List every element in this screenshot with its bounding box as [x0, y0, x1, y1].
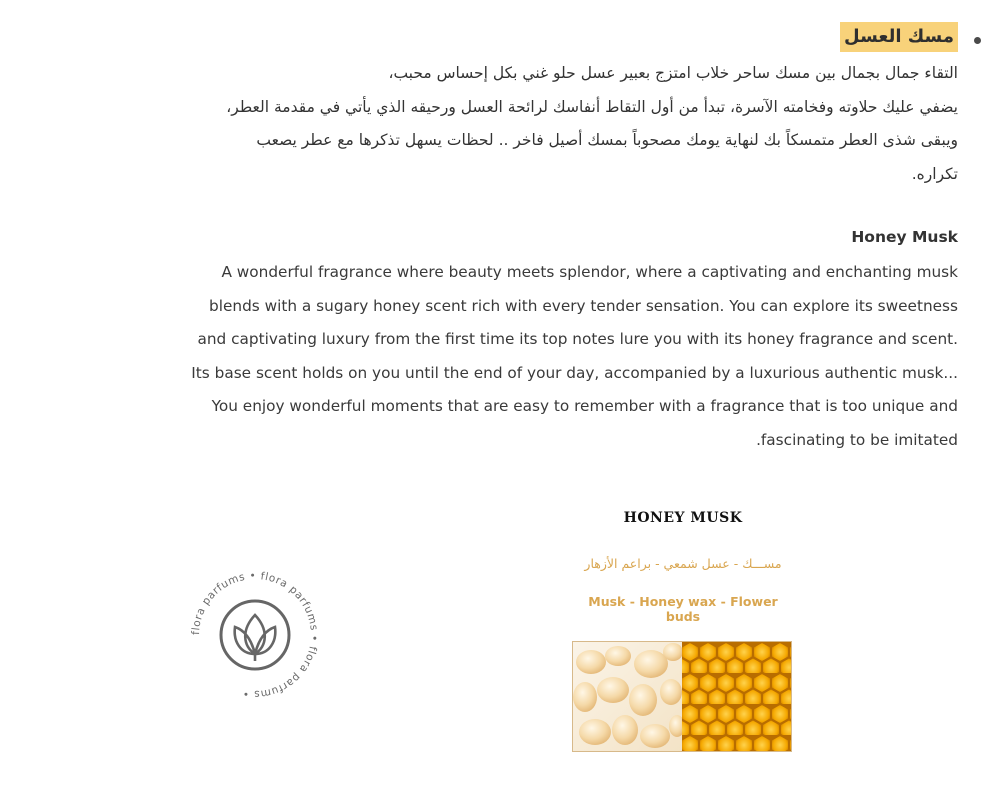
flower-bud-logo-icon	[221, 601, 289, 669]
list-bullet	[974, 37, 981, 44]
seal-ring-text: flora parfums • flora parfums • flora parfums •	[189, 569, 321, 701]
musk-crystals-and-honeycomb-image	[572, 641, 792, 752]
english-line: and captivating luxury from the first time its top notes lure you with its honey fragrance and scent.	[197, 330, 958, 348]
english-line: blends with a sugary honey scent rich with every tender sensation. You can explore its sweetness	[209, 296, 958, 315]
arabic-line: تكراره.	[911, 164, 958, 183]
flora-parfums-seal	[180, 560, 330, 710]
product-notes-arabic: مســـك - عسل شمعي - براعم الأزهار	[584, 556, 782, 571]
english-line: .fascinating to be imitated	[756, 430, 958, 449]
arabic-title: مسك العسل	[840, 22, 958, 52]
arabic-line: يضفي عليك حلاوته وفخامته الآسرة، تبدأ من أول التقاط أنفاسك لرائحة العسل ورحيقه الذي يأتي في مقدمة العطر،	[226, 97, 958, 116]
product-name: HONEY MUSK	[623, 510, 743, 526]
arabic-line: التقاء جمال بجمال بين مسك ساحر خلاب امتزج بعبير عسل حلو غني بكل إحساس محبب،	[388, 64, 958, 82]
english-line: Its base scent holds on you until the end of your day, accompanied by a luxurious authentic musk...	[191, 363, 958, 382]
arabic-description	[118, 57, 958, 191]
english-title: Honey Musk	[851, 228, 958, 246]
english-line: You enjoy wonderful moments that are easy to remember with a fragrance that is too unique and	[211, 397, 958, 415]
english-description	[98, 256, 958, 457]
svg-text:flora parfums • flora parfums	[190, 570, 320, 700]
english-line: A wonderful fragrance where beauty meets splendor, where a captivating and enchanting musk	[221, 263, 958, 281]
product-notes-english: Musk - Honey wax - Flower buds	[588, 594, 778, 624]
arabic-line: ويبقى شذى العطر متمسكاً بك لنهاية يومك مصحوباً بمسك أصيل فاخر .. لحظات يسهل تذكرها مع عطر يصعب	[256, 131, 958, 149]
